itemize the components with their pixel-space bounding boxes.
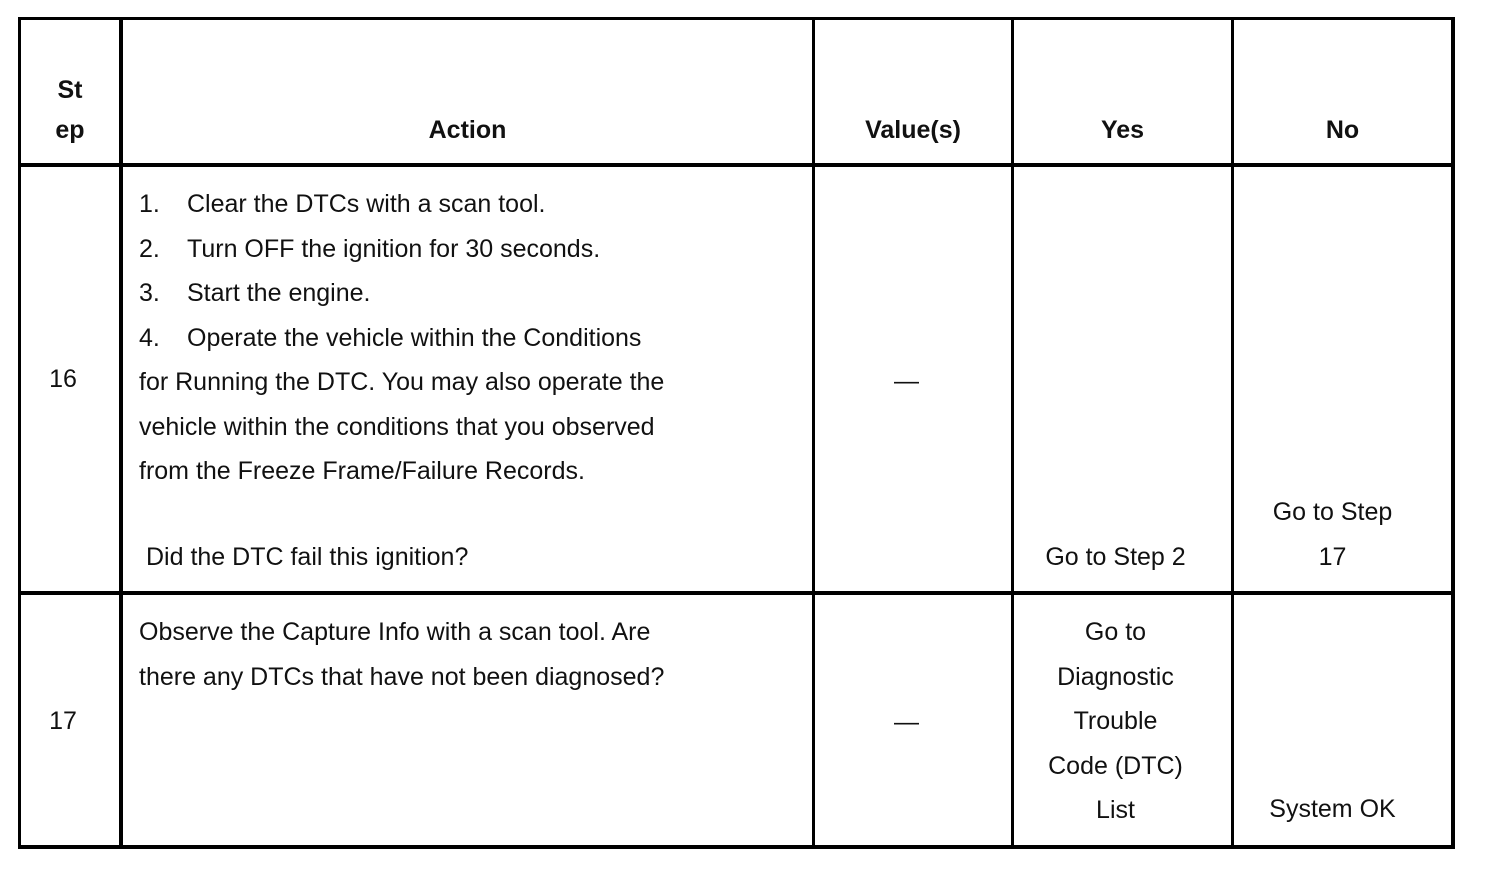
header-divider [18, 163, 1455, 167]
row16-yes: Go to Step 2 [1045, 543, 1186, 571]
row-divider [18, 591, 1455, 595]
row17-yes-line2: Diagnostic [1057, 662, 1174, 691]
row17-yes-line5: List [1096, 796, 1135, 824]
header-step-line1: St [57, 76, 83, 104]
header-action: Action [428, 116, 507, 144]
header-yes: Yes [1100, 116, 1145, 144]
table-border-bottom [18, 845, 1455, 849]
row16-step: 16 [49, 365, 77, 393]
row17-action-line2: there any DTCs that have not been diagnosed? [139, 662, 665, 691]
header-no: No [1325, 116, 1360, 144]
col-border-right [1451, 17, 1455, 849]
row17-action [139, 610, 809, 699]
table-border-top [18, 17, 1455, 20]
row17-yes-line1: Go to [1084, 618, 1147, 646]
row17-yes-line3: Trouble [1073, 707, 1158, 735]
row16-step-2: 2. Turn OFF the ignition for 30 seconds. [139, 234, 601, 263]
row16-continuation-3: from the Freeze Frame/Failure Records. [139, 457, 585, 485]
header-step [21, 70, 119, 150]
row16-step-4: 4. Operate the vehicle within the Conditions [139, 323, 642, 352]
row16-question: Did the DTC fail this ignition? [146, 543, 469, 571]
row17-step: 17 [49, 707, 77, 735]
row17-value: — [894, 708, 919, 736]
row16-step-1: 1. Clear the DTCs with a scan tool. [139, 190, 546, 218]
row17-action-line1: Observe the Capture Info with a scan tool. Are [139, 618, 651, 646]
row16-action [139, 182, 809, 494]
row17-no: System OK [1269, 795, 1396, 823]
row17-yes [1014, 610, 1217, 833]
row16-no [1234, 490, 1431, 579]
header-values: Value(s) [865, 116, 961, 144]
header-step-line2: ep [55, 116, 85, 144]
row16-no-line1: Go to Step [1272, 498, 1393, 526]
row16-step-3: 3. Start the engine. [139, 279, 371, 307]
row16-continuation-2: vehicle within the conditions that you observed [139, 412, 655, 441]
row17-yes-line4: Code (DTC) [1048, 751, 1183, 780]
row16-value: — [894, 367, 919, 395]
row16-continuation-1: for Running the DTC. You may also operate the [139, 368, 665, 396]
row16-no-line2: 17 [1318, 542, 1347, 571]
